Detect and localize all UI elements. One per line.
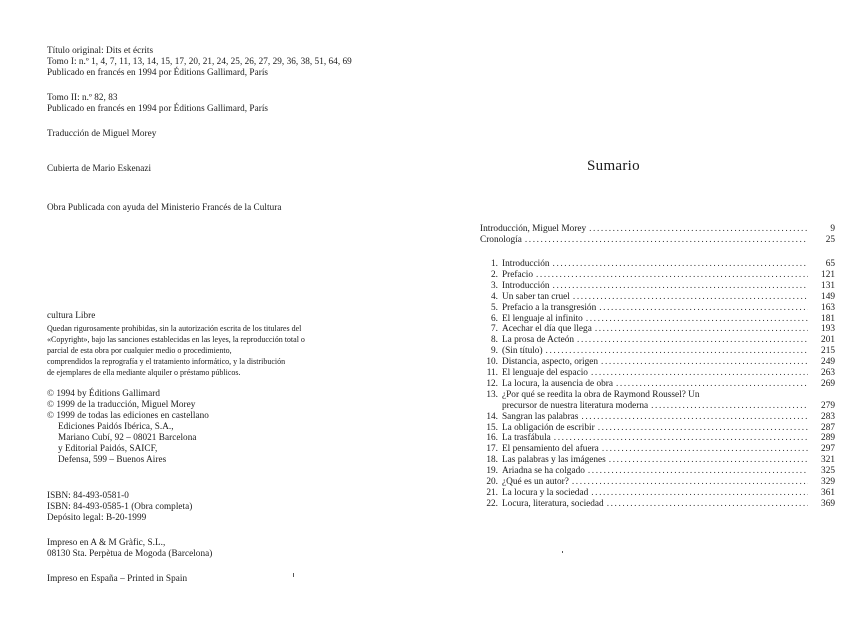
contents-entry [481,379,835,390]
entry-number: 17. [486,444,498,455]
entry-page-number: 25 [825,235,835,245]
entry-title: El pensamiento del afuera [502,444,599,455]
entry-page-number: 325 [821,466,835,477]
leader-dots [599,303,808,314]
contents-entry [481,423,835,434]
entry-page-number: 321 [821,455,835,466]
entry-title: Distancia, aspecto, origen [502,357,599,368]
translation-credit: Traducción de Miguel Morey [47,128,157,138]
scan-mark [293,573,294,577]
support-credit: Obra Publicada con ayuda del Ministerio Francés de la Cultura [47,202,282,212]
printer-address: 08130 Sta. Perpètua de Mogoda (Barcelona) [47,548,213,558]
contents-entry [481,335,835,346]
entry-title: El lenguaje al infinito [502,313,583,324]
entry-number: 9. [491,346,498,357]
printed-in: Impreso en España – Printed in Spain [47,573,188,583]
entry-page-number: 149 [821,291,835,302]
entry-page-number: 215 [821,346,835,357]
leader-dots [601,357,808,368]
entry-title: Las palabras y las imágenes [502,455,606,466]
tome2-published: Publicado en francés en 1994 por Éditions Gallimard, París [47,103,269,113]
leader-dots [591,368,808,379]
entry-title: Locura, literatura, sociedad [502,498,604,509]
leader-dots [577,335,808,346]
contents-entry [481,455,835,466]
leader-dots [607,499,808,510]
entry-number: 19. [486,466,498,477]
entry-number: 10. [486,357,498,368]
contents-entry [480,235,835,246]
entry-page-number: 263 [821,368,835,378]
entry-title: La prosa de Acteón [502,335,575,346]
entry-title: Acechar el día que llega [502,324,592,335]
leader-dots [598,423,808,434]
legal-notice-line: de ejemplares de ella mediante alquiler o préstamo públicos. [47,368,241,377]
entry-title: ¿Por qué se reedita la obra de Raymond Roussel? Un [502,389,700,400]
entry-page-number: 193 [821,324,835,335]
tome1-items: Tomo I: n.º 1, 4, 7, 11, 13, 14, 15, 17, 20, 21, 24, 25, 26, 27, 29, 36, 38, 51, 64, 69 [47,56,352,66]
contents-entry [481,466,835,477]
entry-number: 20. [486,477,498,487]
collection-name: cultura Libre [47,310,96,320]
entry-number: 1. [491,259,498,269]
leader-dots [553,281,808,292]
entry-number: 8. [491,335,498,346]
entry-title: Prefacio a la transgresión [502,302,597,313]
entry-number: 2. [491,269,498,280]
contents-entry [481,488,835,499]
leader-dots [536,270,808,281]
entry-title: La obligación de escribir [502,422,595,433]
isbn: ISBN: 84-493-0581-0 [47,490,129,500]
contents-entry [481,303,835,314]
entry-number: 15. [486,422,498,433]
leader-dots [616,379,808,390]
leader-dots [554,433,808,444]
entry-title: Introducción, Miguel Morey [480,224,587,234]
entry-title: La trasfábula [502,433,551,444]
publisher-line: Defensa, 599 – Buenos Aires [58,454,167,464]
entry-number: 4. [491,291,498,302]
contents-entry [481,346,835,357]
legal-notice-line: Quedan rigurosamente prohibidas, sin la autorización escrita de los titulares del [47,324,302,333]
contents-entry [481,368,835,379]
entry-page-number: 65 [825,259,835,269]
entry-number: 12. [486,378,498,389]
entry-title: La locura y la sociedad [502,487,589,498]
entry-page-number: 181 [821,313,835,324]
contents-entry [481,390,835,401]
legal-notice-line: comprendidos la reprografía y el tratamiento informático, y la distribución [47,357,286,366]
entry-page-number: 289 [821,433,835,444]
entry-number: 6. [491,313,498,324]
leader-dots [586,314,808,325]
entry-title: Ariadna se ha colgado [502,466,585,477]
tome2-items: Tomo II: n.º 82, 83 [47,92,118,102]
contents-entry [481,357,835,368]
entry-page-number: 163 [821,302,835,313]
entry-number: 18. [486,455,498,466]
entry-page-number: 131 [821,280,835,291]
contents-entry [481,433,835,444]
contents-entry [481,281,835,292]
leader-dots [588,466,808,477]
contents-entry [480,224,835,235]
scan-mark [562,551,563,553]
legal-notice-line: parcial de esta obra por cualquier medio o procedimiento, [47,346,232,355]
entry-page-number: 369 [821,498,835,509]
entry-number: 13. [486,389,498,400]
cover-credit: Cubierta de Mario Eskenazi [47,163,152,173]
entry-title: Sangran las palabras [502,411,579,422]
legal-notice-line: «Copyright», bajo las sanciones establecidas en las leyes, la reproducción total o [47,335,305,344]
entry-page-number: 121 [821,269,835,280]
contents-heading: Sumario [587,158,640,174]
copyright-line: © 1999 de la traducción, Miguel Morey [47,399,196,409]
entry-page-number: 9 [830,224,835,234]
entry-number: 7. [491,324,498,335]
publisher-line: y Editorial Paidós, SAICF, [58,443,158,453]
leader-dots [595,324,808,335]
entry-page-number: 361 [821,487,835,498]
entry-title: Introducción [502,259,550,269]
leader-dots [591,488,808,499]
entry-page-number: 269 [821,378,835,389]
entry-number: 22. [486,498,498,509]
contents-entry [481,324,835,335]
entry-title: La locura, la ausencia de obra [502,378,613,389]
contents-entry [481,259,835,270]
entry-title: Un saber tan cruel [502,291,570,302]
copyright-line: © 1994 by Éditions Gallimard [47,388,161,398]
entry-number: 5. [491,302,498,313]
entry-page-number: 297 [821,444,835,455]
contents-entry [502,401,835,412]
entry-title: Cronología [480,235,522,245]
entry-title: ¿Qué es un autor? [502,477,569,487]
entry-page-number: 287 [821,422,835,433]
printer-name: Impreso en A & M Gràfic, S.L., [47,537,166,547]
entry-number: 21. [486,487,498,498]
entry-title: Introducción [502,280,550,291]
contents-entry [481,444,835,455]
copyright-line: © 1999 de todas las ediciones en castellano [47,410,209,420]
entry-number: 11. [486,368,498,378]
leader-dots [602,444,808,455]
leader-dots [651,401,808,412]
contents-entry [481,270,835,281]
entry-page-number: 329 [821,477,835,487]
entry-title: (Sin título) [502,346,543,357]
entry-number: 16. [486,433,498,444]
entry-title: Prefacio [502,269,533,280]
isbn-complete: ISBN: 84-493-0585-1 (Obra completa) [47,501,193,511]
entry-number: 14. [486,411,498,422]
entry-title: precursor de nuestra literatura moderna [502,400,649,411]
contents-entry [481,292,835,303]
entry-title: El lenguaje del espacio [502,368,588,378]
publisher-line: Ediciones Paidós Ibérica, S.A., [58,421,174,431]
contents-entry [481,477,835,488]
legal-deposit: Depósito legal: B-20-1999 [47,512,147,522]
publisher-line: Mariano Cubí, 92 – 08021 Barcelona [58,432,197,442]
contents-entry [481,412,835,423]
leader-dots [546,346,808,357]
original-title: Título original: Dits et écrits [47,45,154,55]
entry-page-number: 249 [821,357,835,368]
leader-dots [589,224,808,235]
leader-dots [525,235,808,246]
contents-entry [481,499,835,510]
leader-dots [572,477,808,488]
tome1-published: Publicado en francés en 1994 por Éditions Gallimard, París [47,67,269,77]
entry-page-number: 201 [821,335,835,346]
contents-entry [481,314,835,325]
leader-dots [609,455,808,466]
leader-dots [581,412,808,423]
leader-dots [553,259,808,270]
leader-dots [573,292,808,303]
entry-page-number: 283 [821,411,835,422]
contents-page [424,0,848,621]
entry-number: 3. [491,280,498,291]
entry-page-number: 279 [821,400,835,411]
